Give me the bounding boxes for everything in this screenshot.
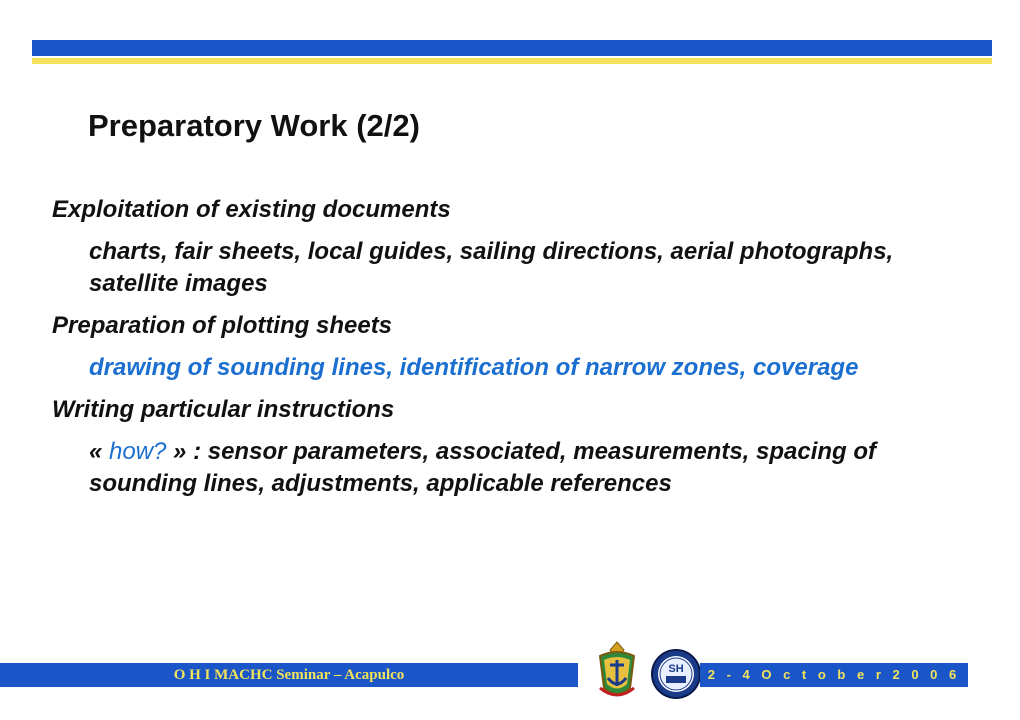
bullet-level2: charts, fair sheets, local guides, sailing directions, aerial photographs, satellite images: [89, 238, 894, 297]
seal-text: SH: [668, 663, 684, 675]
anchor-emblem-icon: [594, 640, 640, 702]
quote-open: «: [89, 438, 110, 465]
bullet-level2-highlight: drawing of sounding lines, identification of narrow zones, coverage: [89, 354, 859, 381]
bullet-level1: Exploitation of existing documents: [52, 196, 451, 223]
bullet-level1: Writing particular instructions: [52, 396, 395, 423]
footer-date-text: 2 - 4 O c t o b e r 2 0 0 6: [707, 667, 961, 682]
how-highlight: how?: [109, 438, 167, 465]
slide-content: [52, 194, 972, 510]
slide-title: Preparatory Work (2/2): [88, 108, 420, 143]
bullet-level2: [89, 436, 972, 500]
shom-seal-icon: [650, 648, 702, 700]
footer-seminar-text: O H I MACHC Seminar – Acapulco: [173, 667, 405, 683]
instruction-text: » : sensor parameters, associated, measurements, spacing of sounding lines, adjustments, applicable references: [89, 438, 877, 497]
bullet-level1: Preparation of plotting sheets: [52, 312, 393, 339]
header-bar-blue: [32, 40, 992, 56]
header-bar-yellow: [32, 58, 992, 64]
